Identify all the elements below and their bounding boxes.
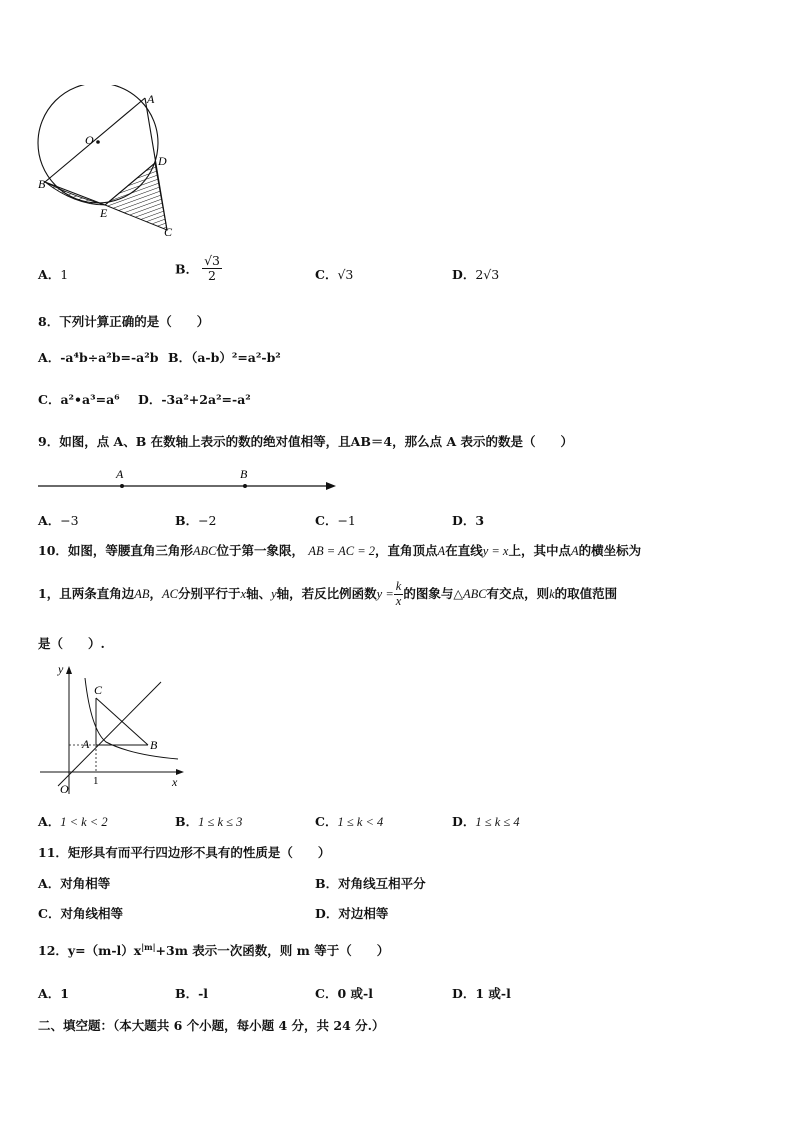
q12-stem: 12．$y=(m-l)x^{|m|}+3m$ 表示一次函数，则 m 等于（ ） xyxy=(38,941,390,958)
q8-option-d: D．-3a²+2a²=-a² xyxy=(138,392,251,407)
q8-option-a: A．-a⁴b÷a²b=-a²b xyxy=(38,350,159,365)
q10-line2: 1，且两条直角边AB，AC分别平行于x轴、y轴，若反比例函数y = $\frac{k}{x}$ 的图象与△ABC有交点，则k的取值范围 xyxy=(38,579,618,608)
label-A: A xyxy=(147,92,155,106)
q9-option-d: D．3 xyxy=(452,513,485,528)
q11-option-a: A．对角相等 xyxy=(38,876,111,891)
q12-option-c: C．0 或-l xyxy=(315,986,373,1001)
label-y: y xyxy=(58,662,64,676)
q10-line3: 是（ ）. xyxy=(38,636,105,651)
q7-option-d: D．2√3 xyxy=(452,267,500,282)
q10-option-c: C．1 ≤ k < 4 xyxy=(315,814,384,829)
label-B: B xyxy=(240,467,248,481)
label-O: O xyxy=(60,782,69,796)
q9-stem: 9．如图，点 A、B 在数轴上表示的数的绝对值相等，且AB＝4，那么点 A 表示的数是（ ） xyxy=(38,434,574,449)
label-one: 1 xyxy=(93,775,99,787)
label-A: A xyxy=(116,467,124,481)
label-A: A xyxy=(82,737,90,751)
number-line-figure xyxy=(36,464,341,496)
q11-option-c: C．对角线相等 xyxy=(38,906,123,921)
q12-option-a: A．1 xyxy=(38,986,69,1001)
q8-option-c: C．a²•a³=a⁶ xyxy=(38,392,120,407)
label-D: D xyxy=(158,154,167,168)
q12-option-b: B．-l xyxy=(175,986,209,1001)
q10-option-b: B．1 ≤ k ≤ 3 xyxy=(175,814,243,829)
q9-option-c: C．−1 xyxy=(315,513,356,528)
section-heading: 二、填空题：（本大题共 6 个小题，每小题 4 分，共 24 分.） xyxy=(38,1018,385,1033)
q7-option-a: A．1 xyxy=(38,267,69,282)
q9-option-a: A．−3 xyxy=(38,513,79,528)
q10-option-d: D．1 ≤ k ≤ 4 xyxy=(452,814,520,829)
label-C: C xyxy=(94,683,103,697)
q10-line1: 10．如图，等腰直角三角形ABC位于第一象限， AB = AC = 2，直角顶点A在直线y = x上，其中点A的横坐标为 xyxy=(38,543,642,558)
label-B: B xyxy=(38,177,46,191)
coordinate-figure xyxy=(36,660,186,800)
circle-figure xyxy=(30,85,190,245)
label-O: O xyxy=(85,133,94,147)
label-B: B xyxy=(150,738,158,752)
q10-option-a: A．1 < k < 2 xyxy=(38,814,108,829)
label-x: x xyxy=(172,775,178,789)
q7-option-c: C．√3 xyxy=(315,267,354,282)
label-C: C xyxy=(164,225,173,239)
q11-option-b: B．对角线互相平分 xyxy=(315,876,426,891)
q12-option-d: D．1 或-l xyxy=(452,986,511,1001)
q8-stem: 8．下列计算正确的是（ ） xyxy=(38,314,210,329)
q8-option-b: B．（a-b）²=a²-b² xyxy=(168,350,281,365)
q11-option-d: D．对边相等 xyxy=(315,906,389,921)
label-E: E xyxy=(100,206,108,220)
q11-stem: 11．矩形具有而平行四边形不具有的性质是（ ） xyxy=(38,845,331,860)
q7-option-b: B． $\frac{√3}{2}$ xyxy=(175,253,220,283)
q9-option-b: B．−2 xyxy=(175,513,217,528)
